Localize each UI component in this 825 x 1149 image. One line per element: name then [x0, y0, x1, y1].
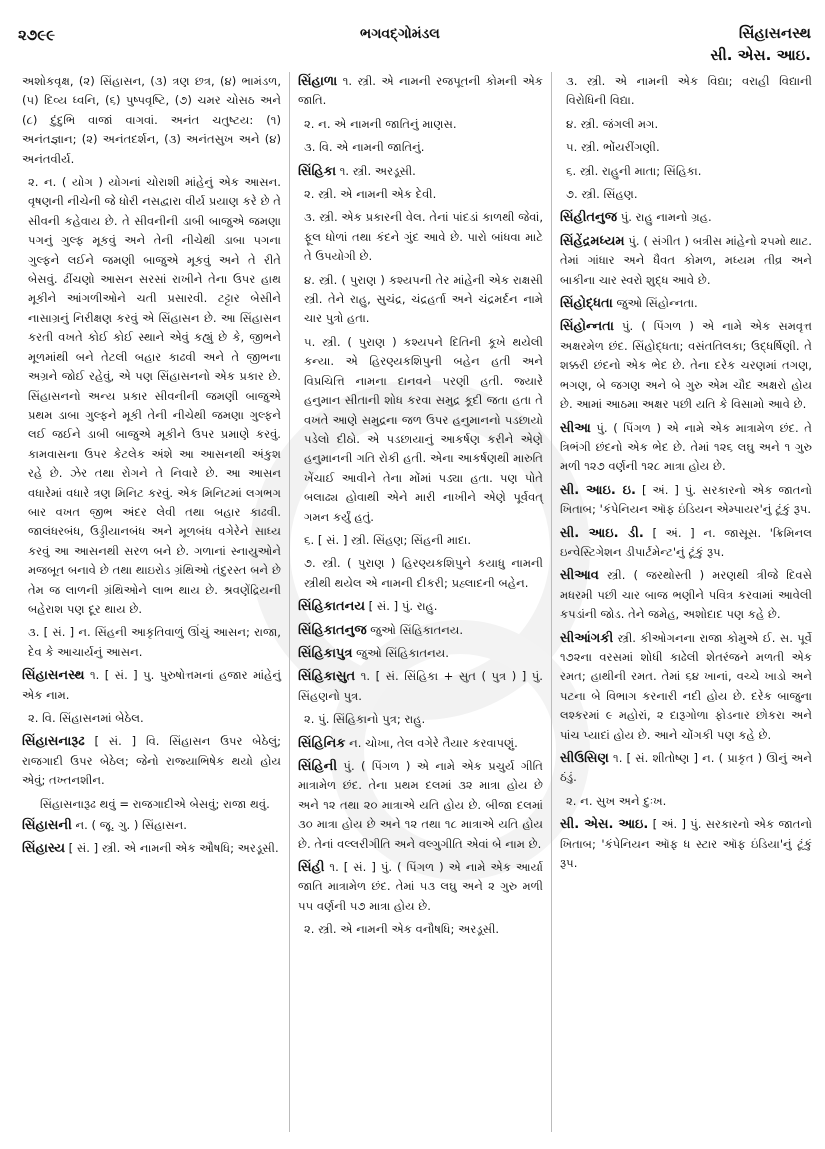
dictionary-entry [298, 858, 543, 916]
definition-sense: ૩. [ સં. ] ન. સિંહની આકૃતિવાળું ઊંચું આસન; રાજા, દેવ કે આચાર્યનું આસન. [28, 625, 281, 659]
entry-headword: સીઆ [560, 420, 591, 436]
dictionary-entry [298, 734, 543, 753]
dictionary-entry [560, 749, 812, 788]
entry-headword: સીઆવ [560, 568, 599, 584]
entry-definition: ૧. [ સં. ] પુ. પુરુષોત્તમનાં હજાર માંહેનું એક નામ. [22, 668, 281, 702]
entry-headword: સિંહોદ્ધતા [560, 296, 613, 312]
dictionary-entry [22, 732, 281, 790]
dictionary-entry [560, 419, 812, 477]
dictionary-entry [22, 666, 281, 705]
entry-headword: સિંહિકા [298, 163, 337, 179]
entry-definition: જુઓ સિંહિકાતનય. [366, 622, 464, 637]
dictionary-entry [298, 162, 543, 181]
entry-definition: [ અં. ] પું. સરકારનો એક જાતનો ખિતાબ; 'કંપેનિયન ઑફ ઇંડિયન એમ્પાયર'નું ટૂંકું રૂપ. [560, 482, 812, 517]
running-title: ભગવદ્ગોમંડલ [360, 26, 440, 42]
entry-headword: સિંહી [298, 860, 325, 876]
entry-headword: સિંહિનિક [298, 735, 346, 751]
entry-headword: સિંહિકાતનય [298, 599, 365, 615]
definition-sense: ૫. સ્ત્રી. ભોંયરીંગણી. [566, 140, 660, 155]
entry-definition: પું. રાહુ નામનો ગ્રહ. [617, 210, 712, 225]
dictionary-entry [298, 667, 543, 706]
definition-sense: ૩. સ્ત્રી. એ નામની એક વિદ્યા; વરાહી વિદ્યાની વિરોધિની વિદ્યા. [566, 74, 812, 108]
definition-sense: ૪. સ્ત્રી. જંગલી મગ. [566, 116, 659, 131]
entry-definition: ૧. [ સં. ] પું. ( પિંગળ ) એ નામે એક આર્યા જાતિ માત્રામેળ છંદ. તેમાં ૫૩ લઘુ અને ૨ ગુરુ મળી ૫૫ વર્ણની ૫૭ માત્રા હોય છે. [298, 860, 543, 913]
page-number: ૨૭૯૯ [18, 26, 55, 44]
dictionary-entry [560, 524, 812, 563]
entry-definition: ૧. સ્ત્રી. એ નામની રજપૂતની કોમની એક જાતિ. [298, 74, 543, 108]
dictionary-entry [298, 72, 543, 111]
dictionary-entry [560, 208, 812, 227]
entry-headword: સિંહોન્નતા [560, 319, 614, 335]
definition-sense: ૨. સ્ત્રી. એ નામની એક વનૌષધિ; અરડૂસી. [304, 922, 500, 937]
entry-headword: સીઉસિણ [560, 751, 609, 766]
guide-word-first: સિંહાસનસ્થ [738, 24, 811, 42]
entry-definition: [ સં. ] પું. રાહુ. [364, 599, 438, 614]
entry-headword: સિંહિકાસુત [298, 669, 356, 685]
entry-definition: સ્ત્રી. કીઓગનના રાજા કોમુએ ઈ. સ. પૂર્વે ૧૭૨ના વરસમાં શોધી કાઢેલી શેતરંજને મળતી એક રમત; હાથીની રમત. તેમાં ૬૪ ખાનાં, વચ્ચે ખાડો અને પટના બે વિભાગ કરનારી નદી હોય છે. દરેક બાજુના લશ્કરમાં ૯ મહોરાં, ૨ દારૂગોળા ફોડનાર છોકરા અને પાંચ પ્યાદાં હોય છે. આને ચોંગકી પણ કહે છે. [560, 630, 812, 742]
column-left [22, 72, 290, 1132]
entry-headword: સિંહાસનસ્થ [22, 668, 85, 684]
definition-sense: ૩. સ્ત્રી. એક પ્રકારની વેલ. તેનાં પાંદડાં કાળથી જેવાં, ફૂલ ધોળાં તથા કંદને ગુંદ આવે છે. પારો બાંધવા માટે તે ઉપયોગી છે. [304, 210, 543, 264]
entry-headword: સિંહીતનુજ [560, 210, 618, 226]
entry-definition: ૧. [ સં. શીતોષ્ણ ] ન. ( પ્રાકૃત ) ઊનું અને ઠંડું. [560, 751, 812, 785]
dictionary-entry [560, 566, 812, 624]
dictionary-entry [298, 597, 543, 616]
entry-definition: પું. ( પિંગળ ) એ નામે એક સમવૃત્ત અક્ષરમેળ છંદ. સિંહોદ્ધતા; વસંતતિલકા; ઉદ્ધર્ષિણી. તે શક્કરી છંદનો એક ભેદ છે. તેના દરેક ચરણમાં તગણ, ભગણ, બે જગણ અને બે ગુરુ એમ ચૌદ અક્ષરો હોય છે. આમાં આઠમા અક્ષર પછી યતિ કે વિસામો આવે છે. [560, 319, 812, 412]
entry-definition: સ્ત્રી. ( જરથોસ્તી ) મરણથી ત્રીજે દિવસે મધરમી પછી ચાર બાજ ભણીને પવિત્ર કરવામાં આવેલી કપડાંની જોડ. તેને જમેહ, અશોદાદ પણ કહે છે. [560, 568, 812, 622]
definition-sense: ૨. ન. ( યોગ ) યોગનાં ચોરાશી માંહેનું એક આસન. વૃષણની નીચેની જે ધોરી નસદ્વારા વીર્ય પ્રયાણ કરે છે તે સીવની કહેવાય છે. તે સીવનીની ડાબી બાજુએ જમણા પગનું ગુલ્ફ મૂકવું અને તેની નીચેથી ડાબા પગના ગુલ્ફને લઈને જમણી બાજુએ મૂકવું અને તે રીતે બેસવું. ઢીંચણો આસન સરસાં રાખીને તેના ઉપર હાથ મૂકીને આંગળીઓને ચતી પ્રસારવી. ટટ્ટાર બેસીને નાસાગ્રનું નિરીક્ષણ કરવું એ સિંહાસન છે. આ સિંહાસન કરતી વખતે કોઈ કોઈ સ્થાને એવું કહ્યું છે કે, જીભને મૂળમાંથી બને તેટલી બહાર કાઢવી અને તે જીભના અગ્રને જોઈ રહેવું, એ પણ સિંહાસનનો એક પ્રકાર છે. સિંહાસનનો અન્ય પ્રકાર સીવનીની જમણી બાજુએ પ્રથમ ડાબા ગુલ્ફને મૂકી તેની નીચેથી જમણા ગુલ્ફને લઈ જઈને ડાબી બાજુએ મૂકીને ઉપર પ્રમાણે કરવું. કામવાસના ઉપર કેટલેક અંશે આ આસનથી અંકુશ રહે છે. ઝેર તથા રોગને તે નિવારે છે. આ આસન વધારેમાં વધારે ત્રણ મિનિટ કરવું. એક મિનિટમાં લગભગ બાર વખત જીભ અંદર લેવી તથા બહાર કાઢવી. જાલંધરબંધ, ઉડ્ડીયાનબંધ અને મૂળબંધ વગેરેને સાધ્ય કરવું આ આસનથી સરળ બને છે. ગળાનાં સ્નાયુઓને મજબૂત બનાવે છે તથા થાઇરોડ ગ્રંથિઓ તંદુરસ્ત બને છે તેમ જ લાળની ગ્રંથિઓને લાભ થાય છે. શ્રવણેંદ્રિયની બહેરાશ પણ દૂર થાય છે. [28, 175, 281, 616]
definition-sense: ૨. સ્ત્રી. એ નામની એક દેવી. [304, 187, 437, 202]
definition-sense: ૭. સ્ત્રી. સિંહણ. [566, 187, 638, 202]
dictionary-entry [560, 317, 812, 414]
dictionary-entry [560, 481, 812, 520]
entry-headword: સિંહાસ્ય [22, 841, 65, 857]
entry-definition: [ અં. ] પું. સરકારનો એક જાતનો ખિતાબ; 'કંપેનિયન ઑફ ધ સ્ટાર ઑફ ઇંડિયા'નું ટૂંકું રૂપ. [560, 817, 812, 871]
entry-headword: સી. એસ. આઇ. [560, 817, 649, 833]
definition-sense: ૨. ન. એ નામની જાતિનું માણસ. [304, 116, 457, 131]
definition-sense: ૨. વિ. સિંહાસનમાં બેઠેલ. [28, 711, 144, 725]
definition-sense: ૨. ન. સુખ અને દુઃખ. [566, 793, 667, 808]
entry-definition: [ સં. ] સ્ત્રી. એ નામની એક ઔષધિ; અરડૂસી. [64, 841, 279, 856]
usage-example: સિંહાસનારૂઢ થવું = રાજગાદીએ બેસવું; રાજા થવું. [40, 796, 270, 811]
entry-definition: જુઓ સિંહિકાતનય. [352, 645, 449, 660]
entry-definition: ૧. સ્ત્રી. અરડૂસી. [336, 163, 416, 178]
definition-sense: અશોકવૃક્ષ, (૨) સિંહાસન, (૩) ત્રણ છત્ર, (૪) ભામંડળ, (૫) દિવ્ય ધ્વનિ, (૬) પુષ્પવૃષ્ટિ, (૭) ચમર ચોસઠ અને (૮) દુંદુભિ વાજાં વાગવાં. અનંત ચતુષ્ટય: (૧) અનંતજ્ઞાન; (૨) અનંતદર્શન, (૩) અનંતસુખ અને (૪) અનંતવીર્ય. [22, 74, 281, 166]
definition-sense: ૬. સ્ત્રી. રાહુની માતા; સિંહિકા. [566, 163, 702, 178]
entry-definition: પું. ( સંગીત ) બત્રીસ માંહેનો ૨૫મો થાટ. તેમાં ગાંધાર અને ધૈવત કોમળ, મધ્યમ તીવ્ર અને બાકીના ચાર સ્વરો શુદ્ધ આવે છે. [560, 233, 812, 287]
entry-headword: સિંહિકાપુત્ર [298, 645, 353, 661]
definition-sense: ૨. પું. સિંહિકાનો પુત્ર; રાહુ. [304, 712, 426, 727]
entry-definition: પું. ( પિંગળ ) એ નામે એક માત્રામેળ છંદ. તે ત્રિભંગી છંદનો એક ભેદ છે. તેમાં ૧૨૬ લઘુ અને ૧ ગુરુ મળી ૧૨૭ વર્ણની ૧૨૮ માત્રા હોય છે. [560, 420, 812, 474]
entry-headword: સિંહાળા [298, 74, 338, 89]
definition-sense: ૭. સ્ત્રી. ( પુરાણ ) હિરણ્યકશિપુને કયાધુ નામની સ્ત્રીથી થયેલ એ નામની દીકરી; પ્રહ્લાદની બહેન. [304, 556, 543, 590]
dictionary-entry [22, 839, 281, 858]
entry-headword: સિંહાસની [22, 818, 72, 834]
entry-definition: ૧. [ સં. સિંહિકા + સુત ( પુત્ર ) ] પું. સિંહણનો પુત્ર. [298, 669, 543, 703]
entry-headword: સીઆંગકી [560, 630, 614, 646]
entry-definition: [ સં. ] વિ. સિંહાસન ઉપર બેઠેલું; રાજગાદી ઉપર બેઠેલ; જેનો રાજ્યાભિષેક થયો હોય એવું; તખ્તનશીન. [22, 734, 281, 788]
guide-words [710, 22, 811, 66]
column-middle [290, 72, 552, 1132]
definition-sense: ૫. સ્ત્રી. ( પુરાણ ) કશ્યપને દિતિની કૂખે થયેલી કન્યા. એ હિરણ્યકશિપુની બહેન હતી અને વિપ્રચિત્તિ નામના દાનવને પરણી હતી. જ્યારે હનુમાન સીતાની શોધ કરવા સમુદ્ર કૂદી જતા હતા તે વખતે આણે સમુદ્રના જળ ઉપર હનુમાનનો પડછાયો પડેલો દીઠો. એ પડછાયાનું આકર્ષણ કરીને એણે હનુમાનની ગતિ રોકી હતી. એના આકર્ષણથી મારુતિ ખેંચાઈ આવીને તેના મોંમાં પડ્યા હતા. પણ પોતે બલાઢ્ય હોવાથી એને મારી નાખીને એણે પૂર્વવત્ ગમન કર્યું હતું. [304, 334, 543, 524]
dictionary-entry [560, 294, 812, 313]
column-right [552, 72, 812, 1132]
definition-sense: ૪. સ્ત્રી. ( પુરાણ ) કશ્યપની તેર માંહેની એક રાક્ષસી સ્ત્રી. તેને રાહુ, સુચંદ્ર, ચંદ્રહર્તા અને ચંદ્રમર્દન નામે ચાર પુત્રો હતા. [304, 272, 543, 326]
dictionary-entry [298, 644, 543, 663]
page-header [0, 18, 825, 68]
entry-headword: સિંહિની [298, 759, 338, 774]
dictionary-entry [22, 816, 281, 835]
entry-headword: સી. આઇ. ઇ. [560, 482, 636, 498]
dictionary-entry [298, 621, 543, 640]
definition-sense: ૩. વિ. એ નામની જાતિનું. [304, 140, 425, 155]
entry-headword: સી. આઇ. ડી. [560, 525, 644, 541]
entry-definition: [ અં. ] ન. જાસૂસ. 'ક્રિમિનલ ઇન્વેસ્ટિગેશન ડીપાર્ટમેન્ટ'નું ટૂંકું રૂપ. [560, 525, 812, 559]
entry-definition: ન. ચોખા, તેલ વગેરે તૈયાર કરવાપણું. [345, 735, 518, 750]
entry-headword: સિંહેંદ્રમધ્યમ [560, 233, 625, 249]
dictionary-entry [298, 757, 543, 854]
guide-word-last: સી. એસ. આઇ. [710, 46, 811, 64]
dictionary-entry [560, 629, 812, 745]
entry-definition: જુઓ સિંહોન્નતા. [612, 296, 698, 311]
entry-definition: ન. ( જૂ. ગુ. ) સિંહાસન. [71, 818, 187, 833]
entry-headword: સિંહાસનારૂઢ [22, 734, 85, 750]
entry-definition: પું. ( પિંગળ ) એ નામે એક પ્રચુર્ય ગીતિ માત્રામેળ છંદ. તેના પ્રથમ દલમાં ૩૨ માત્રા હોય છે અને ૧૨ તથા ૨૦ માત્રાએ યતિ હોય છે. બીજા દલમાં ૩૦ માત્રા હોય છે અને ૧૨ તથા ૧૮ માત્રાએ યતિ હોય છે. તેનાં વલ્લરીગીતિ અને વલ્ગુગીતિ એવાં બે નામ છે. [298, 759, 543, 851]
dictionary-entry [560, 815, 812, 873]
definition-sense: ૬. [ સં. ] સ્ત્રી. સિંહણ; સિંહની માદા. [304, 532, 472, 547]
entry-headword: સિંહિકાતનુજ [298, 622, 367, 638]
dictionary-columns [22, 72, 812, 1132]
dictionary-entry [560, 232, 812, 290]
